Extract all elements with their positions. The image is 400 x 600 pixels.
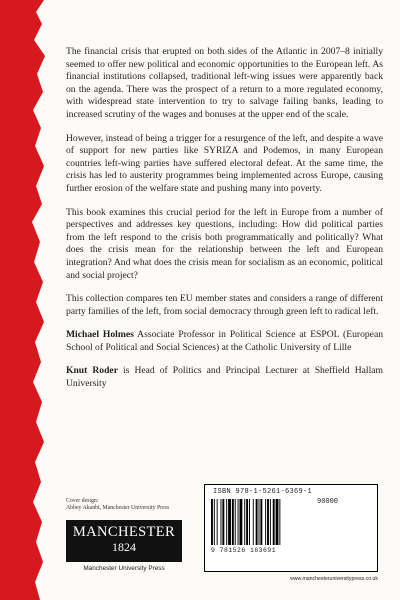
barcode-bars — [211, 499, 311, 547]
barcode-bar — [221, 499, 222, 545]
blurb-paragraph-3: This book examines this crucial period for the left in Europe from a number of perspectives and addresses key questions, including: How did political parties from the left respond to the crisis both programmatically and politically? What does the crisis mean for the relationship between the left and European integration? And what does the crisis mean for socialism as an economic, political and social project? — [66, 206, 383, 281]
credit-line-2: Abbey Akanbi, Manchester University Press — [66, 505, 170, 512]
price-code: 90000 — [317, 498, 339, 506]
barcode-bar — [253, 499, 254, 545]
barcode-bar — [249, 499, 250, 545]
blurb-paragraph-4: This collection compares ten EU member states and considers a range of different party families of the left, from social democracy through green left to radical left. — [66, 293, 383, 317]
publisher-website: www.manchesteruniversitypress.co.uk — [290, 576, 378, 582]
barcode-bar — [211, 499, 213, 545]
blurb-paragraph-1: The financial crisis that erupted on both sides of the Atlantic in 2007–8 initially seemed to offer new political and economic opportunities to the European left. As financial institutions collapsed, traditional left-wing issues were apparently back on the agenda. There was the prospect of a return to a more regulated economy, with widespread state intervention to try to salvage failing banks, leading to increased scrutiny of the wages and bonuses at the upper end of the scale. — [66, 46, 383, 120]
barcode-bar — [276, 499, 279, 545]
barcode — [204, 484, 378, 572]
barcode-bar — [226, 499, 227, 545]
barcode-bar — [259, 499, 260, 545]
red-torn-edge-shape — [0, 0, 45, 600]
publisher-logo — [66, 520, 182, 562]
footer-area — [66, 488, 386, 598]
barcode-bar — [222, 499, 224, 545]
barcode-bar — [273, 499, 275, 545]
logo-year: 1824 — [112, 540, 136, 554]
barcode-bar — [214, 499, 215, 545]
blurb-paragraph-2: However, instead of being a trigger for a resurgence of the left, and despite a wave of support for new parties like SYRIZA and Podemos, in many European countries left-wing parties have suffered electoral defeat. At the same time, the crisis has led to austerity programmes being implemented across Europe, causing further erosion of the welfare state and pushing many into poverty. — [66, 132, 383, 194]
barcode-bar — [260, 499, 262, 545]
author-name-2: Knut Roder — [66, 365, 118, 377]
barcode-bar — [246, 499, 248, 545]
barcode-bar — [279, 499, 280, 545]
barcode-bar — [217, 499, 218, 545]
publisher-name: Manchester University Press — [83, 565, 165, 572]
author-text-1: Associate Professor in Political Science at ESPOL (European School of Political and Social Sciences) at the Catholic University of Lille — [66, 329, 383, 353]
barcode-bar — [228, 499, 231, 545]
isbn-text: ISBN 978-1-5261-6369-1 — [213, 488, 313, 496]
author-bio-1 — [66, 329, 383, 354]
barcode-bar — [235, 499, 236, 545]
barcode-bar — [270, 499, 271, 545]
author-name-1: Michael Holmes — [66, 329, 134, 341]
cover-design-credit — [66, 498, 169, 512]
barcode-digits: 9 781526 163691 — [211, 547, 277, 554]
barcode-bar — [256, 499, 258, 545]
logo-name: MANCHESTER — [72, 524, 176, 540]
barcode-bar — [267, 499, 269, 545]
barcode-bar — [265, 499, 266, 545]
red-torn-edge — [0, 0, 60, 600]
barcode-bar — [244, 499, 245, 545]
barcode-bar — [232, 499, 234, 545]
back-cover-blurb — [66, 46, 383, 402]
credit-line-1: Cover design: — [66, 498, 99, 504]
author-text-2: is Head of Politics and Principal Lecturer at Sheffield Hallam University — [66, 365, 383, 390]
author-bio-2 — [66, 365, 383, 390]
barcode-bar — [240, 499, 243, 545]
barcode-bar — [238, 499, 239, 545]
